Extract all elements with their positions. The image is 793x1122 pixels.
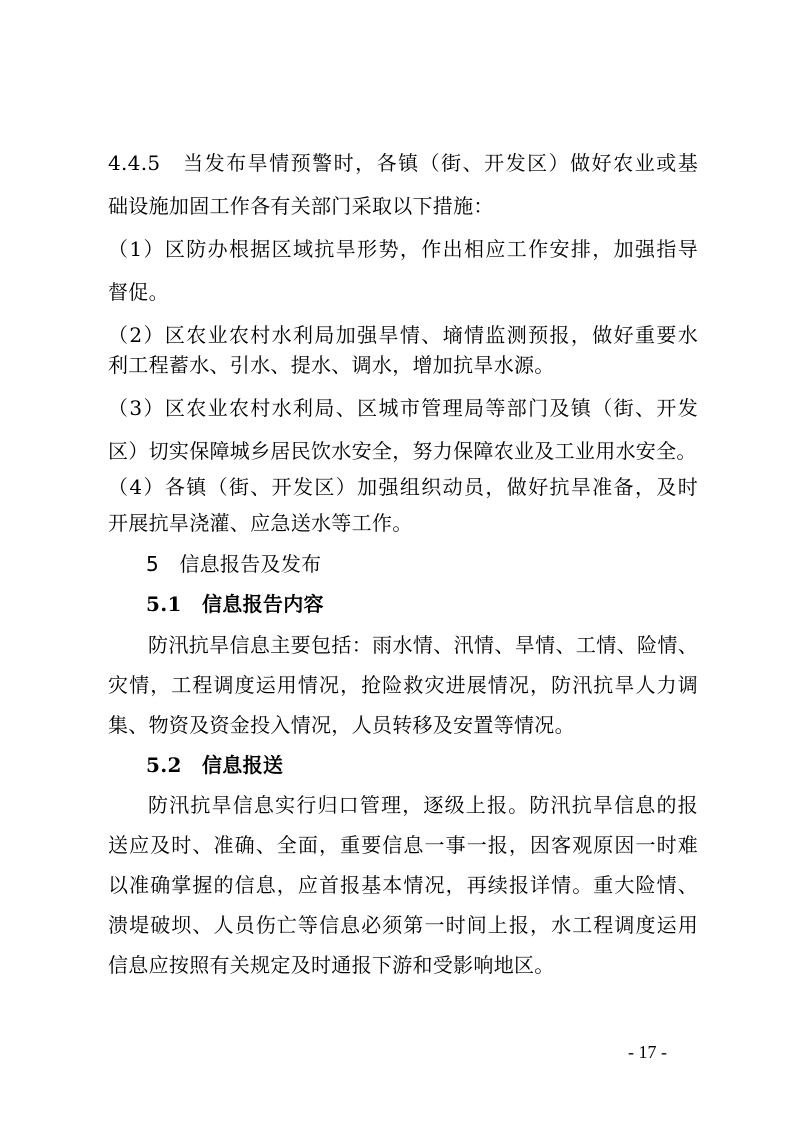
paragraph-5-2-line-1: 防汛抗旱信息实行归口管理，逐级上报。防汛抗旱信息的报 [148,793,698,817]
section-5-heading: 5 信息报告及发布 [146,552,322,576]
paragraph-5-1-line-3: 集、物资及资金投入情况，人员转移及安置等情况。 [108,713,575,737]
item-3-line-2: 区）切实保障城乡居民饮水安全，努力保障农业及工业用水安全。 [108,439,697,463]
section-5-1-heading: 5.1 信息报告内容 [146,592,324,616]
paragraph-5-2-line-4: 溃堤破坝、人员伤亡等信息必须第一时间上报，水工程调度运用 [108,913,698,937]
item-4-line-1: （4）各镇（街、开发区）加强组织动员，做好抗旱准备，及时 [108,475,698,499]
paragraph-4-4-5-line-1: 4.4.5 当发布旱情预警时，各镇（街、开发区）做好农业或基 [108,151,698,175]
item-2-line-2: 利工程蓄水、引水、提水、调水，增加抗旱水源。 [108,353,555,377]
item-1-line-1: （1）区防办根据区域抗旱形势，作出相应工作安排，加强指导 [108,237,698,261]
section-5-2-heading: 5.2 信息报送 [146,753,284,777]
paragraph-4-4-5-line-2: 础设施加固工作各有关部门采取以下措施： [108,194,494,218]
paragraph-5-1-line-1: 防汛抗旱信息主要包括：雨水情、汛情、旱情、工情、险情、 [148,633,698,657]
page-number: - 17 - [628,1042,667,1062]
paragraph-5-2-line-5: 信息应按照有关规定及时通报下游和受影响地区。 [108,953,555,977]
item-3-line-1: （3）区农业农村水利局、区城市管理局等部门及镇（街、开发 [108,396,698,420]
paragraph-5-1-line-2: 灾情，工程调度运用情况，抢险救灾进展情况，防汛抗旱人力调 [108,673,698,697]
paragraph-5-2-line-2: 送应及时、准确、全面，重要信息一事一报，因客观原因一时难 [108,833,698,857]
item-4-line-2: 开展抗旱浇灌、应急送水等工作。 [108,511,413,535]
paragraph-5-2-line-3: 以准确掌握的信息，应首报基本情况，再续报详情。重大险情、 [108,873,698,897]
item-1-line-2: 督促。 [108,280,169,304]
item-2-line-1: （2）区农业农村水利局加强旱情、墒情监测预报，做好重要水 [108,323,698,347]
